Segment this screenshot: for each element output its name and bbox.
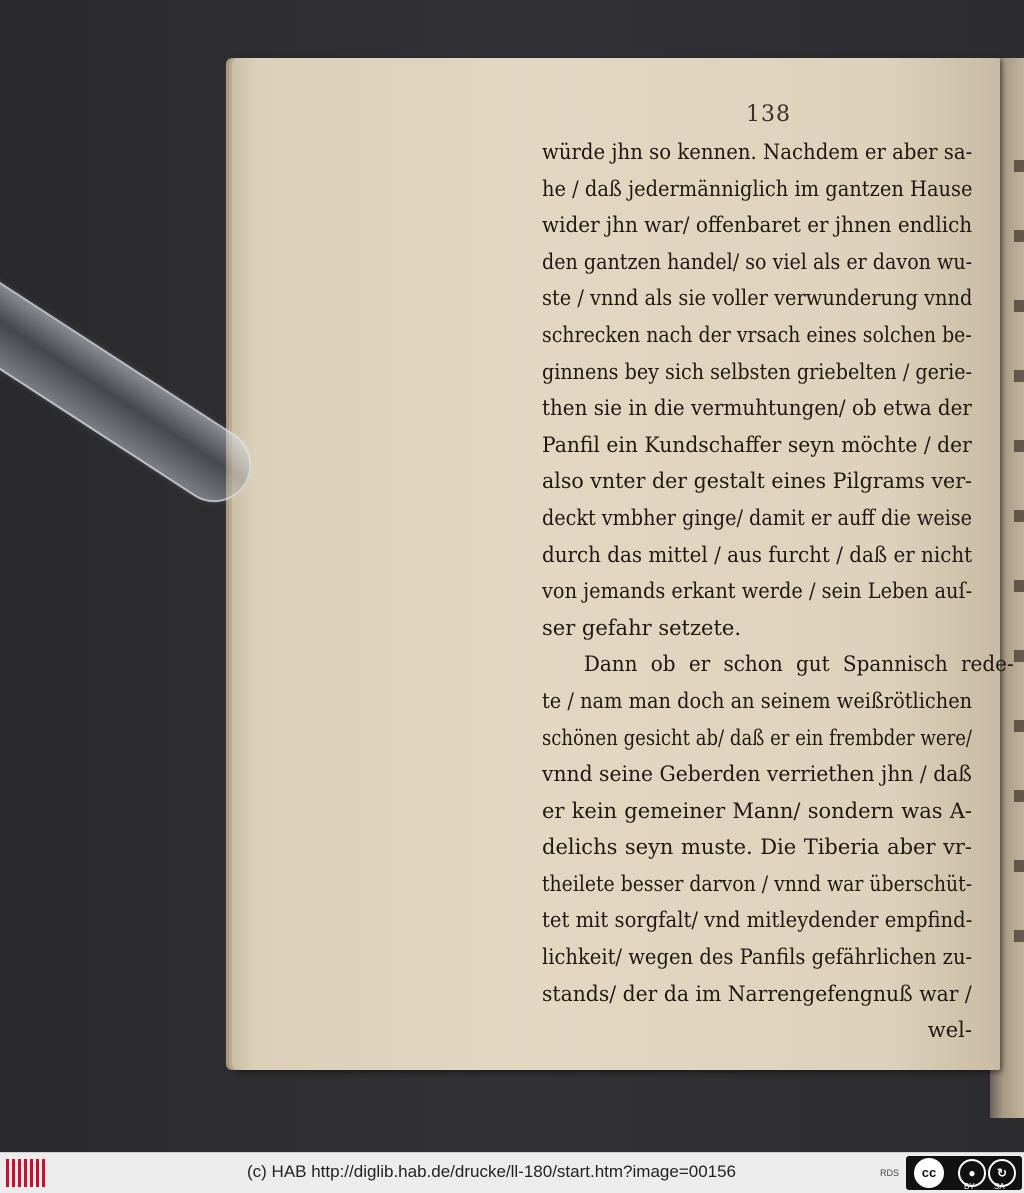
paragraph-first-line: Dann ob er schon gut Spannisch rede-	[583, 652, 1014, 677]
text-line: deckt vmbher ginge/ damit er auff die weise	[542, 505, 973, 530]
text-line: te / nam man doch an seinem weißrötlichen	[542, 688, 973, 713]
cc-license-badge[interactable]	[906, 1156, 1022, 1190]
by-label: BY	[964, 1182, 975, 1191]
text-line: von jemands erkant werde / sein Leben auſ-	[542, 579, 973, 604]
text-line: wider jhn war/ offenbaret er jhnen endlich	[542, 213, 973, 238]
text-line: schönen gesicht ab/ daß er ein frembder were/	[542, 725, 972, 750]
sa-label: SA	[994, 1182, 1005, 1191]
copyright-link[interactable]: (c) HAB http://diglib.hab.de/drucke/ll-180/start.htm?image=00156	[247, 1162, 737, 1181]
text-line: lichkeit/ wegen des Panfils gefährlichen zu-	[542, 945, 973, 970]
text-line: durch das mittel / aus furcht / daß er nicht	[542, 542, 973, 567]
text-line: theilete besser darvon / vnnd war überschüt-	[542, 871, 973, 896]
scan-mark: RDS	[880, 1168, 900, 1178]
text-line: then sie in die vermuhtungen/ ob etwa der	[542, 396, 972, 421]
facing-page-text-edge	[1014, 120, 1024, 1000]
attribution-icon: ●	[958, 1159, 986, 1187]
text-line: ste / vnnd als sie voller verwunderung vnnd	[542, 286, 973, 311]
page-number: 138	[746, 102, 791, 127]
creative-commons-icon: cc	[914, 1158, 944, 1188]
text-line: he / daß jedermänniglich im gantzen Hause	[542, 176, 973, 201]
text-line: er kein gemeiner Mann/ sondern was A-	[542, 798, 972, 823]
text-line: vnnd seine Geberden verriethen jhn / daß	[542, 762, 972, 787]
text-line: ginnens bey sich selbsten griebelten / gerie-	[542, 359, 972, 384]
text-line: Panfil ein Kundschaffer seyn möchte / der	[542, 432, 972, 457]
text-line: also vnter der gestalt eines Pilgrams ver-	[542, 469, 973, 494]
share-alike-icon: ↻	[988, 1159, 1016, 1187]
text-line: ser gefahr setzete.	[542, 615, 741, 640]
viewer-footer	[0, 1152, 1024, 1193]
text-line: den gantzen handel/ so viel als er davon wu-	[542, 249, 973, 274]
text-line: delichs seyn muste. Die Tiberia aber vr-	[542, 835, 972, 860]
text-line: stands/ der da im Narrengefengnuß war /	[542, 981, 972, 1006]
text-line: würde jhn so kennen. Nachdem er aber sa-	[542, 140, 973, 164]
page-text	[542, 134, 1014, 1049]
text-line: schrecken nach der vrsach eines solchen be-	[542, 322, 972, 347]
catchword: wel-	[927, 1018, 972, 1043]
text-line: tet mit sorgfalt/ vnd mitleydender empfind-	[542, 908, 973, 933]
hab-logo-icon	[6, 1159, 46, 1187]
